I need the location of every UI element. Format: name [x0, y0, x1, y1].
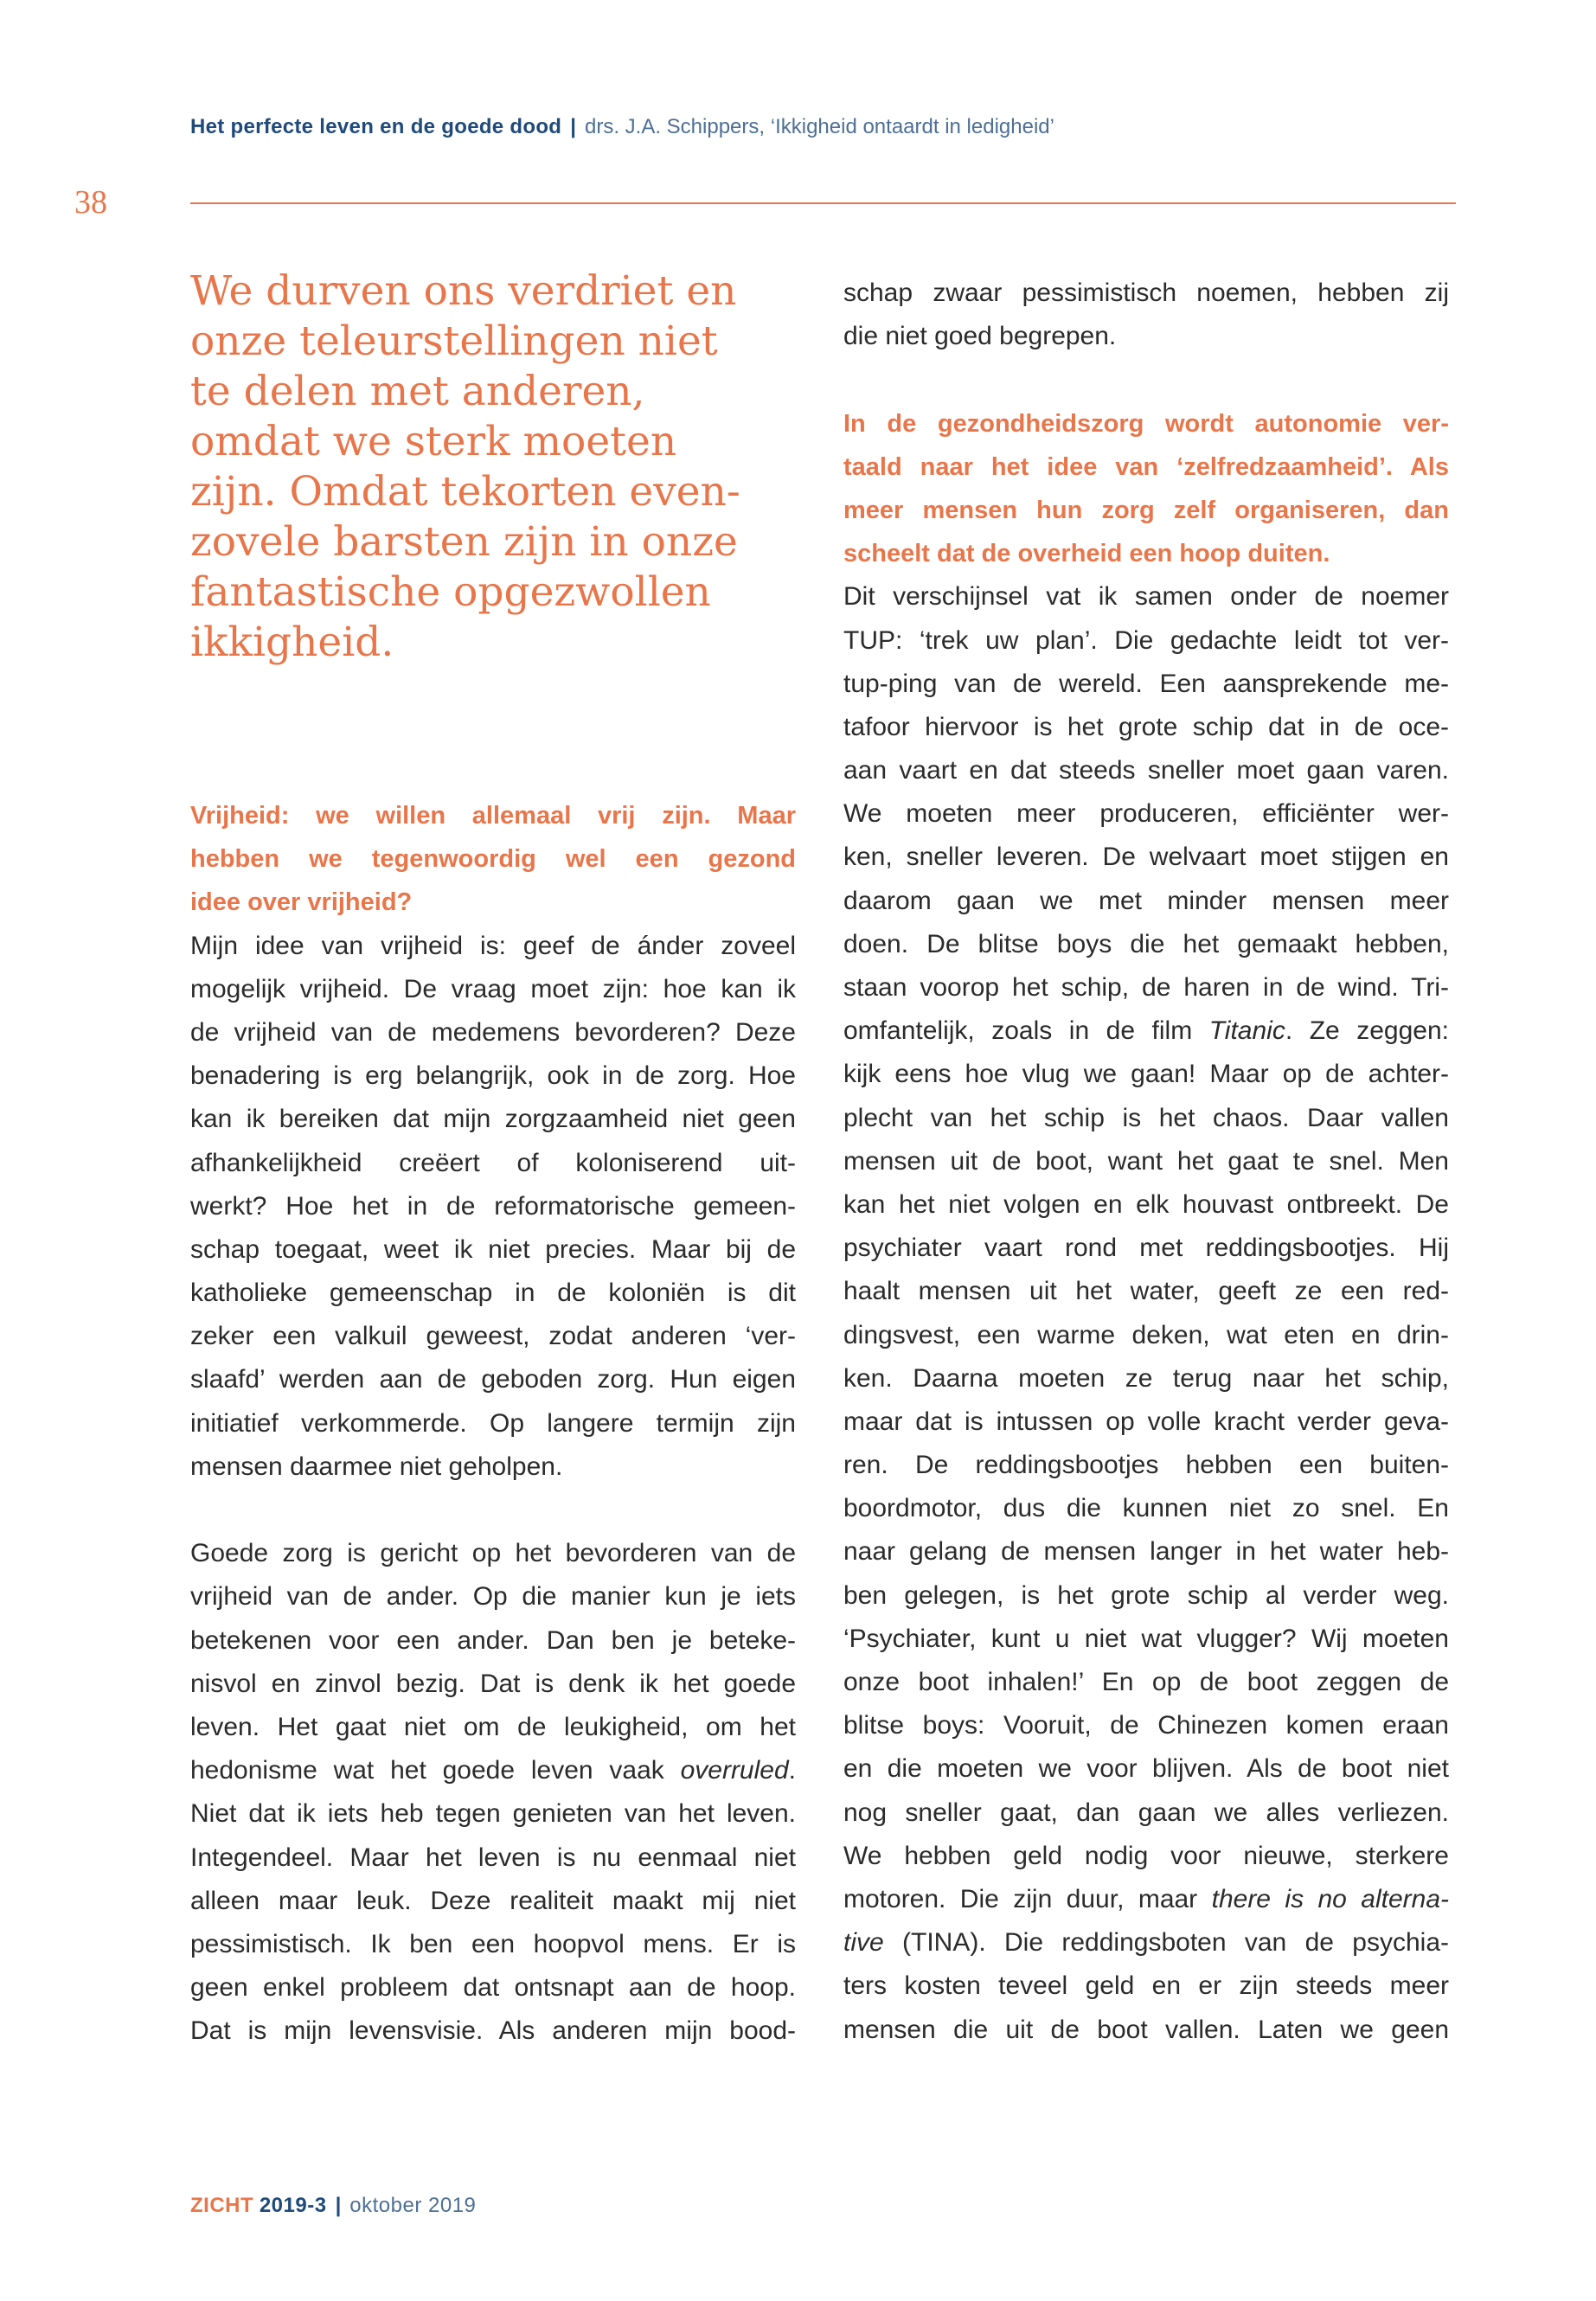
body-line: onze boot inhalen!’ En op de boot zeggen de	[843, 1668, 1449, 1696]
running-header	[190, 112, 1462, 142]
body-paragraph	[190, 1532, 796, 2053]
question-line: scheelt dat de overheid een hoop duiten.	[843, 540, 1330, 568]
body-line: ren. De reddingsbootjes hebben een buiten-	[843, 1451, 1449, 1480]
footer-separator: |	[335, 2194, 342, 2217]
body-paragraph	[190, 925, 796, 1489]
question-line: taald naar het idee van ‘zelfredzaamheid’. Als	[843, 452, 1449, 481]
body-line: Niet dat ik iets heb tegen genieten van het leven.	[190, 1799, 796, 1829]
interview-question	[843, 402, 1449, 576]
pull-quote-line: onze teleurstellingen niet	[190, 317, 718, 365]
body-line: leven. Het gaat niet om de leukigheid, om het	[190, 1712, 796, 1741]
body-text: omfantelijk, zoals in de film	[843, 1016, 1209, 1046]
body-line: staan voorop het schip, de haren in de wind. Tri-	[843, 973, 1449, 1002]
body-line: boordmotor, dus die kunnen niet zo snel. En	[843, 1494, 1449, 1523]
body-line: nisvol en zinvol bezig. Dat is denk ik het goede	[190, 1669, 796, 1698]
body-line: pessimistisch. Ik ben een hoopvol mens. Er is	[190, 1929, 796, 1958]
body-line: mensen uit de boot, want het gaat te snel. Men	[843, 1146, 1449, 1176]
body-line: benadering is erg belangrijk, ook in de zorg. Hoe	[190, 1061, 796, 1091]
italic-title: Titanic	[1208, 1016, 1285, 1046]
body-line: en die moeten we voor blijven. Als de boot niet	[843, 1754, 1449, 1784]
body-line: doen. De blitse boys die het gemaakt hebben,	[843, 929, 1449, 958]
body-line: die niet goed begrepen.	[843, 322, 1117, 351]
body-line: geen enkel probleem dat ontsnapt aan de hoop.	[190, 1973, 796, 2003]
body-text: . Ze zeggen:	[1285, 1016, 1450, 1046]
body-line: ken, sneller leveren. De welvaart moet stijgen en	[843, 843, 1449, 872]
question-line: idee over vrijheid?	[190, 888, 413, 917]
body-line: slaafd’ werden aan de geboden zorg. Hun eigen	[190, 1365, 796, 1394]
body-line: ken. Daarna moeten ze terug naar het schip,	[843, 1363, 1449, 1393]
body-line: Integendeel. Maar het leven is nu eenmaal niet	[190, 1843, 796, 1872]
body-line: alleen maar leuk. Deze realiteit maakt mij niet	[190, 1886, 796, 1915]
pull-quote-line: We durven ons verdriet en	[190, 267, 737, 315]
body-line: werkt? Hoe het in de reformatorische gemeen-	[190, 1191, 796, 1221]
running-header-separator: |	[570, 115, 576, 138]
body-line: initiatief verkommerde. Op langere termijn zijn	[190, 1408, 796, 1438]
pull-quote-line: zijn. Omdat tekorten even-	[190, 468, 740, 516]
body-line: mogelijk vrijheid. De vraag moet zijn: hoe kan ik	[190, 974, 796, 1003]
body-line: betekenen voor een ander. Dan ben je beteke-	[190, 1625, 796, 1655]
page-number: 38	[74, 184, 107, 221]
body-text: .	[788, 1756, 796, 1785]
body-line: Goede zorg is gericht op het bevorderen van de	[190, 1539, 796, 1568]
right-column	[843, 272, 1449, 2052]
body-line: ‘Psychiater, kunt u niet wat vlugger? Wij moeten	[843, 1624, 1449, 1653]
body-line	[843, 1878, 1449, 1921]
body-line: kan ik bereiken dat mijn zorgzaamheid niet geen	[190, 1105, 796, 1134]
question-line: In de gezondheidszorg wordt autonomie ver-	[843, 409, 1449, 438]
body-line: ben gelegen, is het grote schip al verder weg.	[843, 1580, 1449, 1610]
body-text: hedonisme wat het goede leven vaak	[190, 1756, 681, 1785]
italic-term: overruled	[680, 1756, 789, 1785]
pull-quote-line: omdat we sterk moeten	[190, 418, 677, 465]
footer-issue: 2019-3	[259, 2194, 327, 2217]
question-line: Vrijheid: we willen allemaal vrij zijn. Maar	[190, 802, 796, 830]
body-line: We hebben geld nodig voor nieuwe, sterkere	[843, 1841, 1449, 1870]
body-line: Dit verschijnsel vat ik samen onder de noemer	[843, 582, 1449, 612]
left-column	[190, 794, 796, 2053]
paragraph-spacer	[190, 1489, 796, 1532]
page-footer	[190, 2191, 476, 2221]
body-line: We moeten meer produceren, efficiënter wer-	[843, 799, 1449, 829]
question-line: meer mensen hun zorg zelf organiseren, dan	[843, 496, 1449, 524]
body-line: blitse boys: Vooruit, de Chinezen komen eraan	[843, 1711, 1449, 1740]
body-line: dingsvest, een warme deken, wat eten en drin-	[843, 1320, 1449, 1349]
interview-question	[190, 794, 796, 925]
body-line: maar dat is intussen op volle kracht verder geva-	[843, 1407, 1449, 1436]
body-line: schap zwaar pessimistisch noemen, hebben zij	[843, 279, 1449, 307]
pull-quote	[190, 266, 813, 668]
body-line: daarom gaan we met minder mensen meer	[843, 886, 1449, 915]
body-line: tafoor hiervoor is het grote schip dat in de oce-	[843, 712, 1449, 741]
body-paragraph	[843, 272, 1449, 358]
footer-date: oktober 2019	[349, 2194, 477, 2217]
body-line: plecht van het schip is het chaos. Daar vallen	[843, 1103, 1449, 1132]
body-line: mensen daarmee niet geholpen.	[190, 1452, 563, 1481]
pull-quote-line: te delen met anderen,	[190, 368, 645, 415]
body-line: kijk eens hoe vlug we gaan! Maar op de achter-	[843, 1060, 1449, 1089]
body-paragraph	[843, 575, 1449, 2051]
pull-quote-line: zovele barsten zijn in onze	[190, 518, 738, 566]
paragraph-spacer	[843, 358, 1449, 401]
body-text: (TINA). Die reddingsboten van de psychia-	[883, 1928, 1449, 1958]
body-line: Mijn idee van vrijheid is: geef de ánder zoveel	[190, 931, 796, 960]
footer-magazine: ZICHT	[190, 2194, 254, 2217]
body-text: motoren. Die zijn duur, maar	[843, 1884, 1212, 1913]
italic-phrase: tive	[843, 1928, 884, 1958]
body-line: naar gelang de mensen langer in het water heb-	[843, 1537, 1449, 1567]
header-divider	[190, 202, 1456, 204]
body-line: de vrijheid van de medemens bevorderen? Deze	[190, 1017, 796, 1047]
body-line: aan vaart en dat steeds sneller moet gaan varen.	[843, 756, 1449, 785]
running-header-title: Het perfecte leven en de goede dood	[190, 115, 562, 138]
body-line: TUP: ‘trek uw plan’. Die gedachte leidt tot ver-	[843, 625, 1449, 655]
body-line: vrijheid van de ander. Op die manier kun je iets	[190, 1582, 796, 1612]
body-line: psychiater vaart rond met reddingsbootjes. Hij	[843, 1234, 1449, 1263]
pull-quote-line: ikkigheid.	[190, 619, 394, 666]
body-line: ters kosten teveel geld en er zijn steeds meer	[843, 1971, 1449, 2001]
body-line: nog sneller gaat, dan gaan we alles verliezen.	[843, 1798, 1449, 1827]
italic-phrase: there is no alterna-	[1211, 1884, 1450, 1913]
body-line	[843, 1009, 1449, 1053]
pull-quote-line: fantastische opgezwollen	[190, 568, 711, 616]
running-header-byline: drs. J.A. Schippers, ‘Ikkigheid ontaardt in ledigheid’	[584, 115, 1054, 138]
body-line: tup-ping van de wereld. Een aansprekende me-	[843, 669, 1449, 698]
body-line: Dat is mijn levensvisie. Als anderen mijn bood-	[190, 2016, 796, 2046]
question-line: hebben we tegenwoordig wel een gezond	[190, 845, 796, 874]
body-line: katholieke gemeenschap in de koloniën is dit	[190, 1279, 796, 1308]
body-line	[190, 1749, 796, 1792]
body-line: afhankelijkheid creëert of koloniserend uit-	[190, 1148, 796, 1177]
body-line: schap toegaat, weet ik niet precies. Maar bij de	[190, 1234, 796, 1264]
body-line: kan het niet volgen en elk houvast ontbreekt. De	[843, 1189, 1449, 1219]
body-line: mensen die uit de boot vallen. Laten we geen	[843, 2015, 1449, 2044]
body-line	[843, 1921, 1449, 1965]
body-line: zeker een valkuil geweest, zodat anderen ‘ver-	[190, 1322, 796, 1351]
body-line: haalt mensen uit het water, geeft ze een red-	[843, 1277, 1449, 1306]
